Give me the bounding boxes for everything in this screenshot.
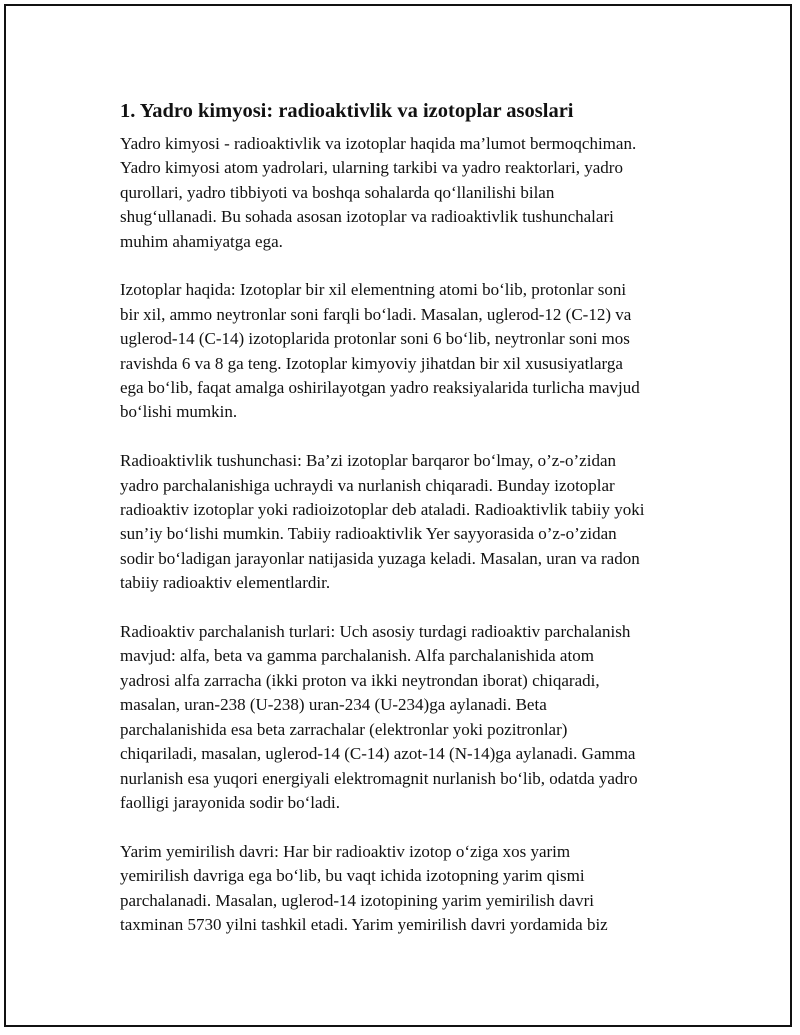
text-line: shug‘ullanadi. Bu sohada asosan izotoplar va radioaktivlik tushunchalari (120, 207, 614, 227)
paragraph (120, 840, 692, 938)
text-line: Yarim yemirilish davri: Har bir radioaktiv izotop o‘ziga xos yarim (120, 841, 571, 861)
text-line: muhim ahamiyatga ega. (120, 231, 283, 251)
document-page (4, 4, 792, 1027)
text-line: nurlanish esa yuqori energiyali elektromagnit nurlanish bo‘lib, odatda yadro (120, 768, 638, 788)
text-line: parchalanishida esa beta zarrachalar (elektronlar yoki pozitronlar) (120, 719, 568, 739)
text-line: yadro parchalanishiga uchraydi va nurlanish chiqaradi. Bunday izotoplar (120, 475, 615, 495)
paragraph-list (120, 132, 692, 937)
text-line: tabiiy radioaktiv elementlardir. (120, 573, 331, 593)
text-line: qurollari, yadro tibbiyoti va boshqa sohalarda qo‘llanilishi bilan (120, 182, 555, 202)
paragraph (120, 278, 692, 424)
text-line: yadrosi alfa zarracha (ikki proton va ikki neytrondan iborat) chiqaradi, (120, 670, 600, 690)
text-line: ega bo‘lib, faqat amalga oshirilayotgan yadro reaksiyalarida turlicha mavjud (120, 378, 640, 398)
text-line: parchalanadi. Masalan, uglerod-14 izotopining yarim yemirilish davri (120, 890, 594, 910)
text-line: Izotoplar haqida: Izotoplar bir xil elementning atomi bo‘lib, protonlar soni (120, 280, 627, 300)
text-line: Yadro kimyosi - radioaktivlik va izotoplar haqida ma’lumot bermoqchiman. (120, 134, 637, 153)
text-line: sun’iy bo‘lishi mumkin. Tabiiy radioaktivlik Yer sayyorasida o’z-o’zidan (120, 524, 617, 544)
text-line: mavjud: alfa, beta va gamma parchalanish. Alfa parchalanishida atom (120, 646, 594, 666)
text-line: Radioaktivlik tushunchasi: Ba’zi izotoplar barqaror bo‘lmay, o’z-o’zidan (120, 451, 616, 471)
text-line: taxminan 5730 yilni tashkil etadi. Yarim yemirilish davri yordamida biz (120, 914, 608, 934)
text-line: bo‘lishi mumkin. (120, 402, 238, 422)
text-line: faolligi jarayonida sodir bo‘ladi. (120, 792, 340, 812)
text-line: radioaktiv izotoplar yoki radioizotoplar deb ataladi. Radioaktivlik tabiiy yoki (120, 500, 645, 520)
document-content (120, 98, 692, 962)
text-line: masalan, uran-238 (U-238) uran-234 (U-234)ga aylanadi. Beta (120, 695, 547, 715)
text-line: ravishda 6 va 8 ga teng. Izotoplar kimyoviy jihatdan bir xil xususiyatlarga (120, 353, 623, 373)
text-line: yemirilish davriga ega bo‘lib, bu vaqt ichida izotopning yarim qismi (120, 866, 585, 886)
text-line: bir xil, ammo neytronlar soni farqli bo‘ladi. Masalan, uglerod-12 (C-12) va (120, 304, 632, 324)
paragraph (120, 620, 692, 815)
text-line: uglerod-14 (C-14) izotoplarida protonlar soni 6 bo‘lib, neytronlar soni mos (120, 329, 630, 349)
section-heading: 1. Yadro kimyosi: radioaktivlik va izotoplar asoslari (120, 100, 574, 122)
text-line: chiqariladi, masalan, uglerod-14 (C-14) azot-14 (N-14)ga aylanadi. Gamma (120, 744, 636, 764)
paragraph (120, 449, 692, 595)
text-line: sodir bo‘ladigan jarayonlar natijasida yuzaga keladi. Masalan, uran va radon (120, 548, 640, 568)
text-line: Yadro kimyosi atom yadrolari, ularning tarkibi va yadro reaktorlari, yadro (120, 158, 623, 178)
text-line: Radioaktiv parchalanish turlari: Uch asosiy turdagi radioaktiv parchalanish (120, 622, 631, 642)
paragraph (120, 132, 692, 254)
